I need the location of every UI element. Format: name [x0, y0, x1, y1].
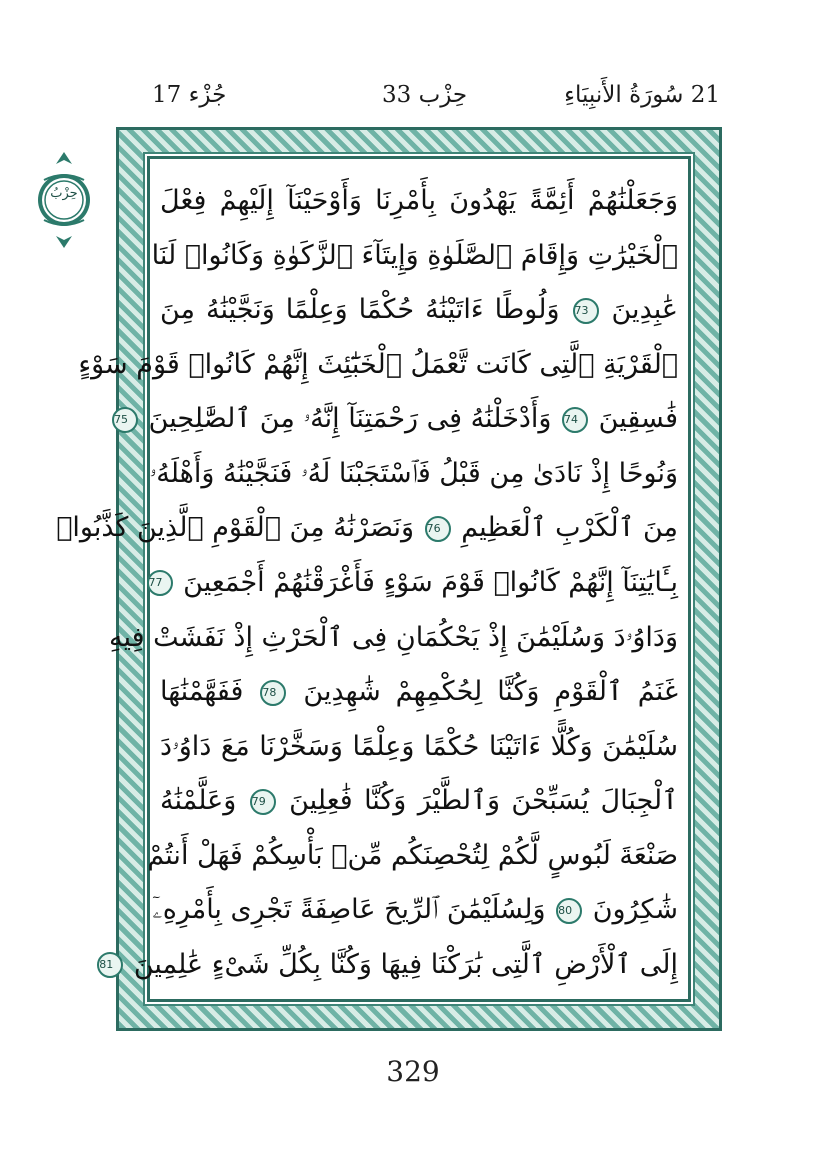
verse-text: ٱلْجِبَالَ يُسَبِّحْنَ وَٱلطَّيْرَ وَكُنَّا فَٰعِلِينَ	[289, 785, 678, 817]
verse-text: وَعَلَّمْنَٰهُ	[160, 785, 237, 817]
verse-text: فَٰسِقِينَ	[598, 403, 678, 435]
verse-text: إِلَى ٱلْأَرْضِ ٱلَّتِى بَٰرَكْنَا فِيهَا وَكُنَّا بِكُلِّ شَىْءٍ عَٰلِمِينَ	[133, 948, 678, 980]
text-line	[78, 345, 678, 385]
hizb-label: حِزْب 33	[382, 82, 468, 108]
text-line	[147, 836, 678, 876]
text-line	[160, 672, 678, 712]
text-line	[108, 618, 678, 658]
ayah-number-marker: 74	[562, 407, 588, 433]
text-line	[152, 890, 678, 930]
verse-text: وَدَاوُۥدَ وَسُلَيْمَٰنَ إِذْ يَحْكُمَانِ فِى ٱلْحَرْثِ إِذْ نَفَشَتْ فِيهِ	[108, 621, 678, 653]
ayah-number-marker: 78	[260, 680, 286, 706]
ayah-number-marker: 79	[250, 789, 276, 815]
verse-text: ٱلْخَيْرَٰتِ وَإِقَامَ ٱلصَّلَوٰةِ وَإِيتَآءَ ٱلزَّكَوٰةِ وَكَانُوا۟ لَنَا	[151, 239, 678, 271]
text-line	[160, 727, 678, 767]
ayah-number-marker: 73	[573, 298, 599, 324]
verse-text: وَلِسُلَيْمَٰنَ ٱلرِّيحَ عَاصِفَةً تَجْرِى بِأَمْرِهِۦٓ	[152, 894, 546, 926]
text-line	[149, 454, 678, 494]
text-line	[160, 181, 678, 221]
ayah-number-marker: 81	[97, 952, 123, 978]
ayah-number-marker: 75	[112, 407, 138, 433]
ayah-number-marker: 76	[425, 516, 451, 542]
juz-label: جُزْء 17	[152, 82, 227, 108]
verse-text: عَٰبِدِينَ	[611, 294, 678, 326]
verse-text: ٱلْقَرْيَةِ ٱلَّتِى كَانَت تَّعْمَلُ ٱلْخَبَٰٓئِثَ إِنَّهُمْ كَانُوا۟ قَوْمَ سَوْءٍ	[78, 348, 678, 380]
verse-text: فَفَهَّمْنَٰهَا	[160, 676, 244, 708]
ayah-number-marker: 80	[556, 898, 582, 924]
verse-text: وَلُوطًا ءَاتَيْنَٰهُ حُكْمًا وَعِلْمًا وَنَجَّيْنَٰهُ مِنَ	[160, 294, 560, 326]
text-line	[99, 945, 678, 985]
page-number: 329	[386, 1055, 440, 1088]
verse-text: سُلَيْمَٰنَ وَكُلًّا ءَاتَيْنَا حُكْمًا وَعِلْمًا وَسَخَّرْنَا مَعَ دَاوُۥدَ	[160, 730, 678, 762]
text-line	[151, 236, 678, 276]
verse-text: مِنَ ٱلْكَرْبِ ٱلْعَظِيمِ	[461, 512, 678, 544]
ayah-number-marker: 77	[147, 570, 173, 596]
verse-text: شَٰكِرُونَ	[592, 894, 678, 926]
medallion-label: حِزْبُ	[50, 186, 78, 201]
page-header	[150, 82, 730, 116]
text-line	[114, 399, 678, 439]
verse-text: وَأَدْخَلْنَٰهُ فِى رَحْمَتِنَآ إِنَّهُۥ مِنَ ٱلصَّٰلِحِينَ	[148, 403, 552, 435]
verse-text: وَنَصَرْنَٰهُ مِنَ ٱلْقَوْمِ ٱلَّذِينَ كَذَّبُوا۟	[56, 512, 415, 544]
verse-text: وَجَعَلْنَٰهُمْ أَئِمَّةً يَهْدُونَ بِأَمْرِنَا وَأَوْحَيْنَآ إِلَيْهِمْ فِعْلَ	[160, 185, 678, 216]
text-line	[160, 290, 678, 330]
text-line	[56, 508, 678, 548]
hizb-medallion-icon	[36, 150, 92, 250]
verse-text: صَنْعَةَ لَبُوسٍ لَّكُمْ لِتُحْصِنَكُم مِّنۢ بَأْسِكُمْ فَهَلْ أَنتُمْ	[147, 839, 678, 871]
surah-title: 21 سُورَةُ الأَنبِيَاءِ	[564, 82, 720, 108]
text-line	[160, 781, 678, 821]
verse-text: بِـَٔايَٰتِنَآ إِنَّهُمْ كَانُوا۟ قَوْمَ سَوْءٍ فَأَغْرَقْنَٰهُمْ أَجْمَعِينَ	[183, 566, 678, 598]
verse-text: غَنَمُ ٱلْقَوْمِ وَكُنَّا لِحُكْمِهِمْ شَٰهِدِينَ	[303, 676, 678, 708]
text-line	[148, 563, 678, 603]
verse-text: وَنُوحًا إِذْ نَادَىٰ مِن قَبْلُ فَٱسْتَجَبْنَا لَهُۥ فَنَجَّيْنَٰهُ وَأَهْلَهُۥ	[149, 457, 678, 489]
